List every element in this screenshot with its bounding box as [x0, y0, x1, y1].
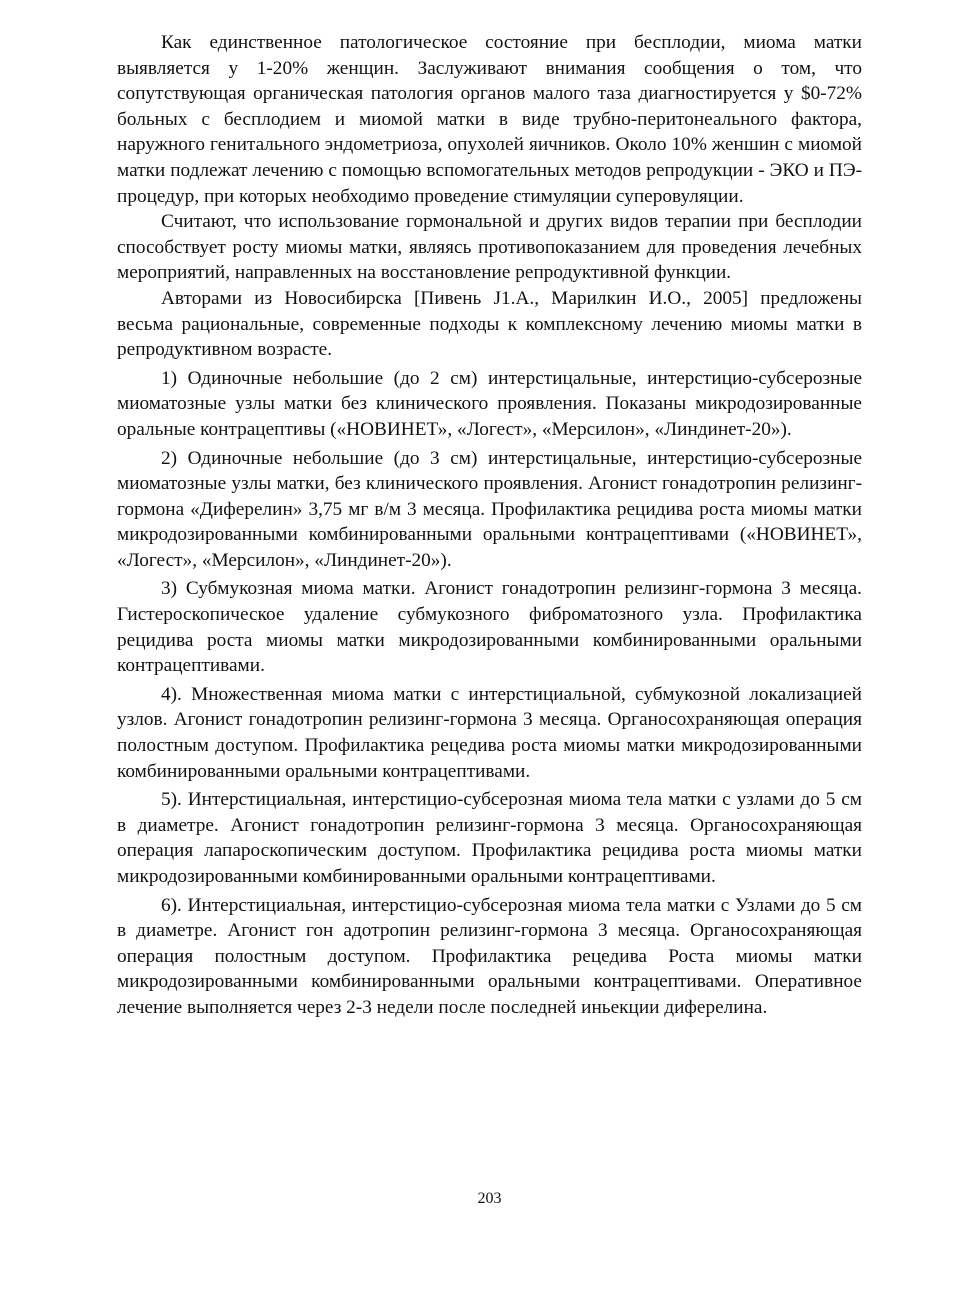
- page-number: 203: [477, 1190, 502, 1207]
- paragraph-hormonal-therapy: Считают, что использование гормональной и других видов терапии при бесплодии способствует росту миомы матки, являясь противопоказанием для проведения лечебных мероприятий, направленных на восстановление репродуктивной функции.: [117, 211, 862, 284]
- document-page: [117, 30, 862, 1021]
- paragraph-item-4: 4). Множественная миома матки с интерстициальной, субмукозной локализацией узлов. Агонист гонадотропин релизинг-гормона 3 месяца. Органосохраняющая операция полостным доступом. Профилактика рецедива роста миомы матки микродозированными комбинированными оральными контрацептивами.: [117, 683, 862, 782]
- paragraph-item-3: 3) Субмукозная миома матки. Агонист гонадотропин релизинг-гормона 3 месяца. Гистероскопическое удаление субмукозного фиброматозного узла. Профилактика рецидива роста миомы матки микродозированными комбинированными оральными контрацептивами.: [117, 578, 862, 677]
- paragraph-infertility-intro: Как единственное патологическое состояние при бесплодии, миома матки выявляется у 1-20% женщин. Заслуживают внимания сообщения о том, что сопутствующая органическая патология органов малого таза диагностируется у $0-72% больных с бесплодием и миомой матки в виде трубно-перитонеального фактора, наружного генитального эндометриоза, опухолей яичников. Около 10% женшин с миомой матки подлежат лечению с помощью вспомогательных методов репродукции - ЭКО и ПЭ-процедур, при которых необходимо проведение стимуляции суперовуляции.: [117, 32, 862, 207]
- paragraph-item-1: 1) Одиночные небольшие (до 2 см) интерстицальные, интерстицио-субсерозные миоматозные узлы матки без клинического проявления. Показаны микродозированные оральные контрацептивы («НОВИНЕТ», «Логест», «Мерсилон», «Линдинет-20»).: [117, 367, 862, 440]
- paragraph-item-6: 6). Интерстициальная, интерстицио-субсерозная миома тела матки с Узлами до 5 см в диаметре. Агонист гон адотропин релизинг-гормона 3 месяца. Органосохраняющая операция полостным доступом. Профилактика рецедива Роста миомы матки микродозированными комбинированными оральными контрацептивами. Оперативное лечение выполняется через 2-3 недели после последней иньекции диферелина.: [117, 894, 862, 1018]
- paragraph-novosibirsk-authors: Авторами из Новосибирска [Пивень J1.А., Марилкин И.О., 2005] предложены весьма рациональные, современные подходы к комплексному лечению миомы матки в репродуктивном возрасте.: [117, 287, 862, 361]
- paragraph-item-2: 2) Одиночные небольшие (до 3 см) интерстицальные, интерстицио-субсерозные миоматозные узлы матки, без клинического проявления. Агонист гонадотропин релизинг-гормона «Диферелин» 3,75 мг в/м 3 месяца. Профилактика рецидива роста миомы матки микродозированными комбинированными оральными контрацептивами («НОВИНЕТ», «Логест», «Мерсилон», «Линдинет-20»).: [117, 447, 862, 571]
- paragraph-item-5: 5). Интерстициальная, интерстицио-субсерозная миома тела матки с узлами до 5 см в диаметре. Агонист гонадотропин релизинг-гормона 3 месяца. Органосохраняющая операция лапароскопическим доступом. Профилактика рецидива роста миомы матки микродозированными комбинированными оральными контрацептивами.: [117, 789, 862, 887]
